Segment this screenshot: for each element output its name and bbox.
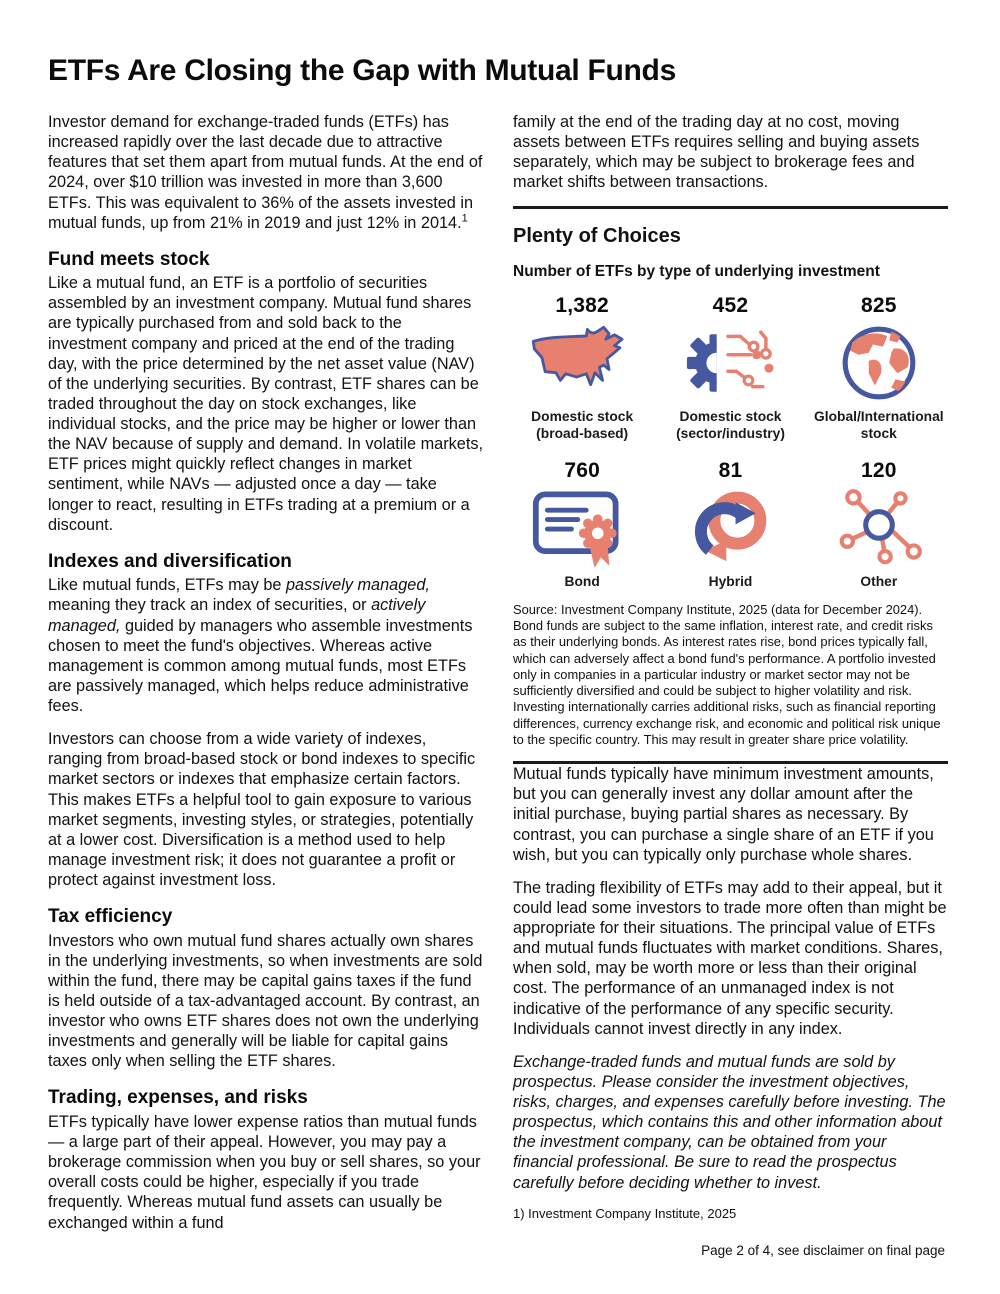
heading-tax-efficiency: Tax efficiency — [48, 906, 173, 928]
stat-other — [810, 458, 948, 590]
continuation-paragraph: family at the end of the trading day at no cost, moving assets between ETFs requires selling and buying assets separately, which may be subject to brokerage fees and market shifts between transactions. — [513, 113, 920, 192]
stat-value: 760 — [564, 458, 600, 482]
indexes-paragraph-1: Like mutual funds, ETFs may be passively managed, meaning they track an index of securities, or actively managed, guided by managers who assemble investments chosen to meet the fund's objectives. Whereas active management is common among mutual funds, most ETFs are passively managed, which helps reduce administrative fees. — [48, 576, 473, 716]
stat-domestic-sector — [661, 293, 799, 441]
heading-fund-meets-stock: Fund meets stock — [48, 248, 210, 270]
stat-value: 1,382 — [555, 294, 609, 318]
usa-map-icon — [527, 321, 637, 405]
bond-certificate-icon — [528, 486, 636, 570]
page-title: ETFs Are Closing the Gap with Mutual Funds — [48, 54, 676, 87]
heading-indexes-diversification: Indexes and diversification — [48, 550, 292, 572]
hybrid-arrows-icon — [684, 486, 776, 570]
trading-flexibility-paragraph: The trading flexibility of ETFs may add to their appeal, but it could lead some investors to trade more often than might be appropriate for their situations. The principal value of ETFs and mutual funds fluctuates with market conditions. Shares, when sold, may be worth more or less than their original cost. The performance of an unmanaged index is not indicative of the performance of any specific security. Individuals cannot invest directly in any index. — [513, 878, 947, 1038]
fund-meets-stock-paragraph: Like a mutual fund, an ETF is a portfolio of securities assembled by an investment company. Mutual fund shares are typically purchased from and sold back to the investment company and priced at the end of the trading day, with the price determined by the net asset value (NAV) of the underlying securities. By contrast, ETF shares can be traded throughout the day on stock exchanges, like individual stocks, and the price may be higher or lower than the NAV because of supply and demand. In volatile markets, ETF prices might quickly reflect changes in market sentiment, while NAVs — adjusted once a day — take longer to react, resulting in ETFs trading at a premium or a discount. — [48, 274, 484, 534]
globe-icon — [838, 321, 920, 405]
stat-domestic-broad — [513, 293, 651, 441]
stat-value: 120 — [861, 458, 897, 482]
two-column-layout — [48, 112, 948, 1246]
indexes-paragraph-2: Investors can choose from a wide variety of indexes, ranging from broad-based stock or bond indexes to specific market sectors or indexes that emphasize certain factors. This makes ETFs a helpful tool to gain exposure to various market segments, investing styles, or strategies, potentially at a lower cost. Diversification is a method used to help manage investment risk; it does not guarantee a profit or protect against investment loss. — [48, 730, 476, 890]
chart-source-note: Source: Investment Company Institute, 2025 (data for December 2024). Bond funds are subject to the same inflation, interest rate, and credit risks as their underlying bonds. As interest rates rise, bond prices typically fall, which can adversely affect a bond fund's performance. A portfolio invested only in companies in a particular industry or market sector may not be sufficiently diversified and could be subject to higher volatility and risk. Investing internationally carries additional risks, such as financial reporting differences, currency exchange risk, and economic and political risk unique to the specific country. This may result in greater share price volatility. — [513, 601, 941, 747]
network-icon — [833, 486, 925, 570]
stat-value: 825 — [861, 294, 897, 318]
chart-subtitle: Number of ETFs by type of underlying investment — [513, 263, 880, 281]
etf-type-pictograph — [513, 293, 948, 590]
right-column — [513, 112, 948, 1246]
stat-bond — [513, 458, 651, 590]
section-divider-top — [513, 206, 948, 209]
stat-hybrid — [661, 458, 799, 590]
heading-trading-expenses-risks: Trading, expenses, and risks — [48, 1087, 308, 1109]
stat-label: Hybrid — [708, 573, 753, 589]
heading-plenty-of-choices: Plenty of Choices — [513, 224, 681, 247]
stat-label: Bond — [564, 573, 600, 589]
stat-value: 81 — [718, 458, 743, 482]
gear-circuit-icon — [678, 321, 782, 405]
stat-value: 452 — [712, 294, 749, 318]
stat-label: Domestic stock (sector/industry) — [676, 409, 785, 441]
minimum-investment-paragraph: Mutual funds typically have minimum investment amounts, but you can generally invest any dollar amount after the initial purchase, buying partial shares as necessary. By contrast, you can purchase a single share of an ETF if you wish, but you can typically only purchase whole shares. — [513, 765, 934, 864]
footnote-marker: 1 — [461, 212, 468, 225]
stat-label: Other — [860, 573, 898, 589]
stat-global-stock — [810, 293, 948, 441]
footnote-citation: 1) Investment Company Institute, 2025 — [513, 1205, 737, 1221]
trading-paragraph: ETFs typically have lower expense ratios than mutual funds — a large part of their appeal. However, you may pay a brokerage commission when you buy or sell shares, so your overall costs could be higher, especially if you trade frequently. Whereas mutual fund assets can usually be exchanged within a fund — [48, 1112, 481, 1232]
stat-label: Domestic stock (broad-based) — [531, 409, 634, 441]
tax-efficiency-paragraph: Investors who own mutual fund shares actually own shares in the underlying investments, so when investments are sold within the fund, there may be capital gains taxes if the fund is held outside of a tax-advantaged account. By contrast, an investor who owns ETF shares does not own the underlying investments and generally will be liable for capital gains taxes only when selling the ETF shares. — [48, 931, 483, 1071]
left-column — [48, 112, 483, 1246]
stat-label: Global/International stock — [814, 409, 944, 441]
page-footer: Page 2 of 4, see disclaimer on final page — [701, 1243, 945, 1258]
prospectus-disclaimer: Exchange-traded funds and mutual funds are sold by prospectus. Please consider the investment objectives, risks, charges, and expenses carefully before investing. The prospectus, which contains this and other information about the investment company, can be obtained from your financial professional. Be sure to read the prospectus carefully before deciding whether to invest. — [513, 1052, 946, 1192]
intro-paragraph: Investor demand for exchange-traded funds (ETFs) has increased rapidly over the last decade due to attractive features that set them apart from mutual funds. At the end of 2024, over $10 trillion was invested in more than 3,600 ETFs. This was equivalent to 36% of the assets invested in mutual funds, up from 21% in 2019 and just 12% in 2014.$^1$ — [48, 113, 483, 232]
